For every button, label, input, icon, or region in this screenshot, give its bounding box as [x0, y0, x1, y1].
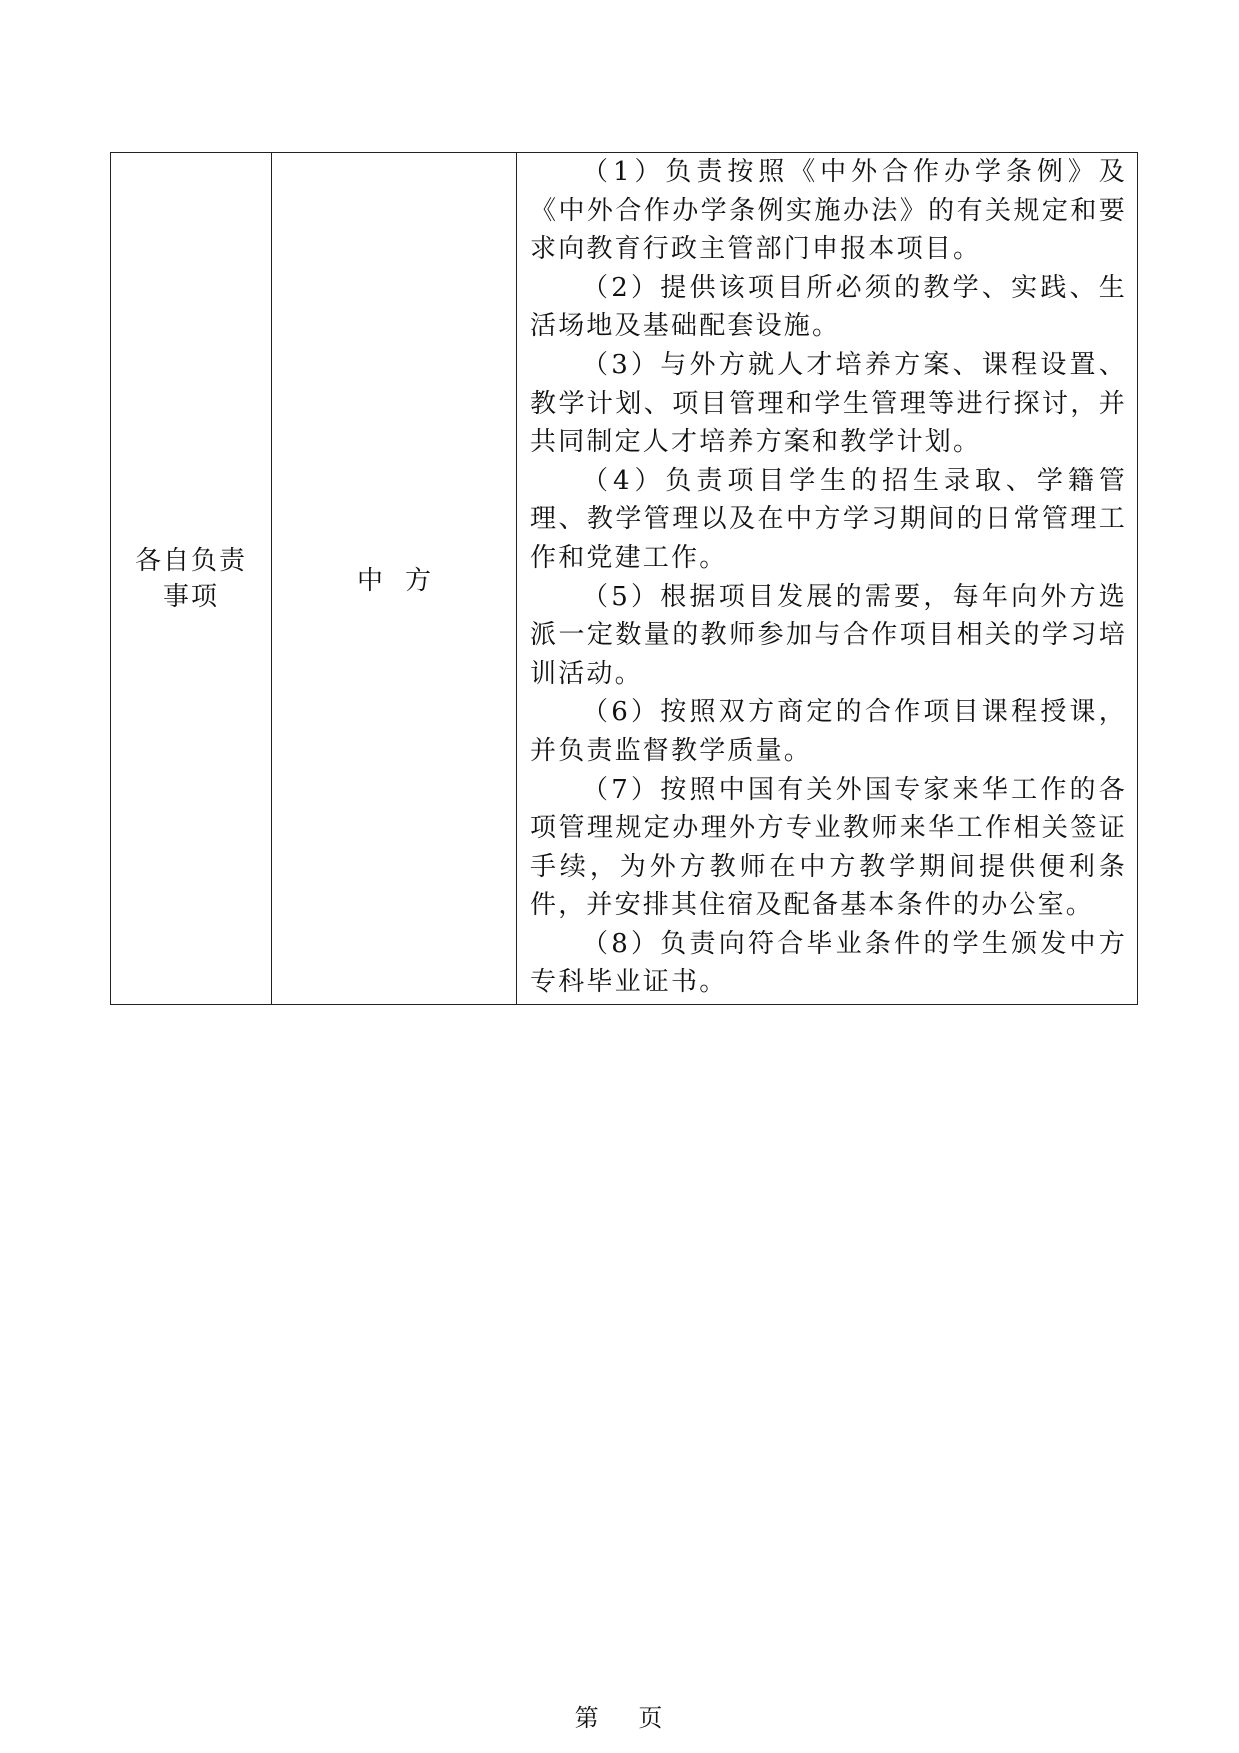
- duty-item-8: （8）负责向符合毕业条件的学生颁发中方专科毕业证书。: [530, 928, 1127, 998]
- duty-item-4: （4）负责项目学生的招生录取、学籍管理、教学管理以及在中方学习期间的日常管理工作和党建工作。: [530, 465, 1127, 573]
- page-number-suffix: 页: [638, 1704, 665, 1732]
- duty-item-6: （6）按照双方商定的合作项目课程授课，并负责监督教学质量。: [530, 697, 1127, 766]
- duty-item-1: （1）负责按照《中外合作办学条例》及《中外合作办学条例实施办法》的有关规定和要求向教育行政主管部门申报本项目。: [530, 157, 1127, 265]
- duties-cell: [517, 153, 1138, 1005]
- page-number-prefix: 第: [574, 1704, 601, 1732]
- duty-item-2: （2）提供该项目所必须的教学、实践、生活场地及基础配套设施。: [530, 272, 1127, 342]
- responsibilities-table: [110, 152, 1138, 1005]
- page-footer: [0, 1698, 1239, 1733]
- category-cell: [111, 153, 272, 1005]
- category-label-line-2: 事项: [162, 581, 219, 612]
- duty-item-7: （7）按照中国有关外国专家来华工作的各项管理规定办理外方专业教师来华工作相关签证手续，为外方教师在中方教学期间提供便利条件，并安排其住宿及配备基本条件的办公室。: [530, 774, 1127, 921]
- party-cell: 中方: [272, 153, 517, 1005]
- category-label-line-1: 各自负责: [134, 545, 247, 576]
- duty-item-5: （5）根据项目发展的需要，每年向外方选派一定数量的教师参加与合作项目相关的学习培训活动。: [530, 581, 1127, 689]
- duty-item-3: （3）与外方就人才培养方案、课程设置、教学计划、项目管理和学生管理等进行探讨，并共同制定人才培养方案和教学计划。: [530, 349, 1127, 458]
- duties-list: [530, 153, 1127, 1004]
- table-row: [111, 153, 1138, 1005]
